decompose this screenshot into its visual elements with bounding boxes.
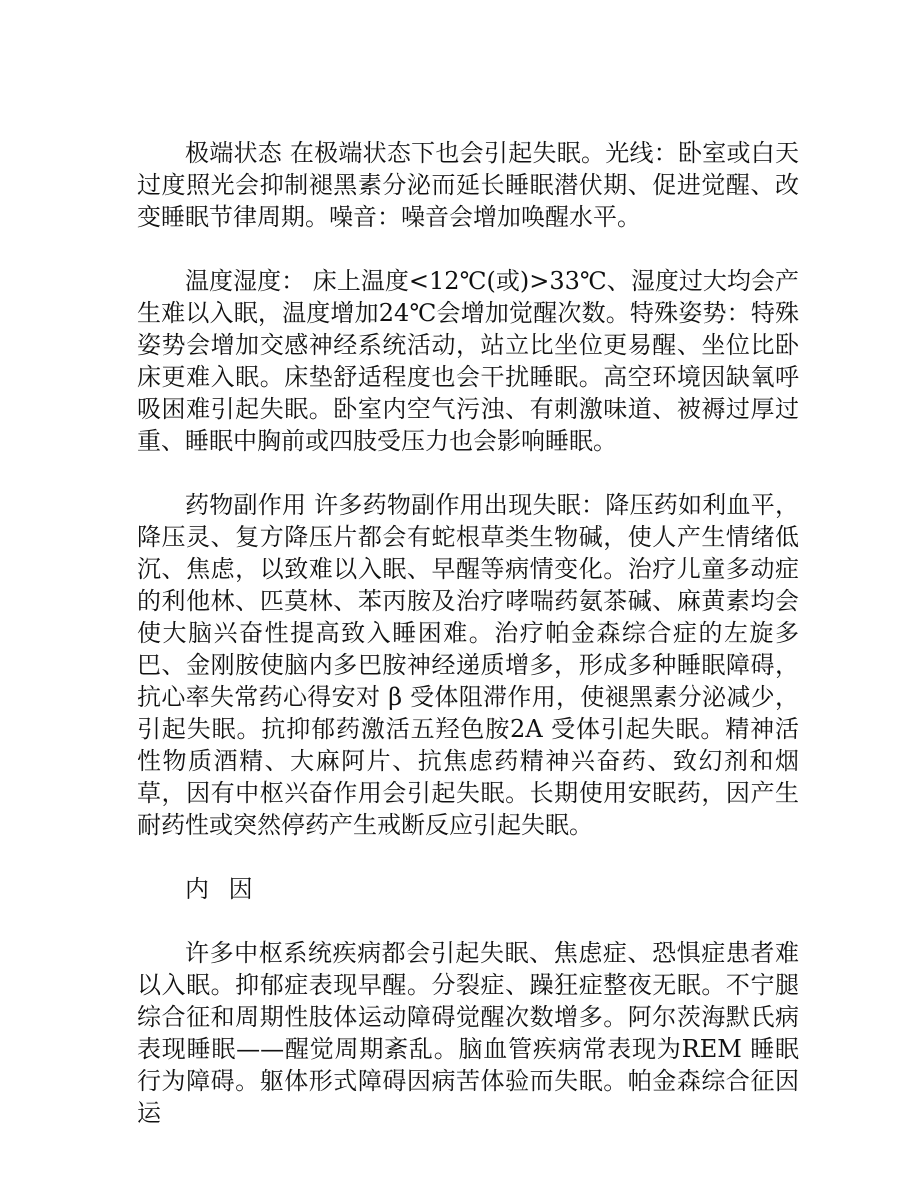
paragraph-cns-diseases: 许多中枢系统疾病都会引起失眠、焦虑症、恐惧症患者难以入眠。抑郁症表现早醒。分裂症、躁狂症整夜无眠。不宁腿综合征和周期性肢体运动障碍觉醒次数增多。阿尔茨海默氏病表现睡眠——醒觉周期紊乱。脑血管疾病常表现为REM 睡眠行为障碍。躯体形式障碍因病苦体验而失眠。帕金森综合征因运 (137, 939, 799, 1127)
paragraph-drug-side-effects: 药物副作用 许多药物副作用出现失眠：降压药如利血平，降压灵、复方降压片都会有蛇根草类生物碱，使人产生情绪低沉、焦虑，以致难以入眠、早醒等病情变化。治疗儿童多动症的利他林、匹莫林、苯丙胺及治疗哮喘药氨茶碱、麻黄素均会使大脑兴奋性提高致入睡困难。治疗帕金森综合症的左旋多巴、金刚胺使脑内多巴胺神经递质增多，形成多种睡眠障碍，抗心率失常药心得安对 β 受体阻滞作用，使褪黑素分泌减少，引起失眠。抗抑郁药激活五羟色胺2A 受体引起失眠。精神活性物质酒精、大麻阿片、抗焦虑药精神兴奋药、致幻剂和烟草，因有中枢兴奋作用会引起失眠。长期使用安眠药，因产生耐药性或突然停药产生戒断反应引起失眠。 (137, 491, 799, 839)
paragraph-extreme-states: 极端状态 在极端状态下也会引起失眠。光线：卧室或白天过度照光会抑制褪黑素分泌而延长睡眠潜伏期、促进觉醒、改变睡眠节律周期。噪音：噪音会增加唤醒水平。 (137, 139, 799, 231)
paragraph-temperature-humidity: 温度湿度： 床上温度<12℃(或)>33℃、湿度过大均会产生难以入眠，温度增加24℃会增加觉醒次数。特殊姿势：特殊姿势会增加交感神经系统活动，站立比坐位更易醒、坐位比卧床更难入眠。床垫舒适程度也会干扰睡眠。高空环境因缺氧呼吸困难引起失眠。卧室内空气污浊、有刺激味道、被褥过厚过重、睡眠中胸前或四肢受压力也会影响睡眠。 (137, 267, 799, 455)
section-heading-internal-causes: 内 因 (185, 875, 259, 903)
document-body (137, 137, 799, 1161)
